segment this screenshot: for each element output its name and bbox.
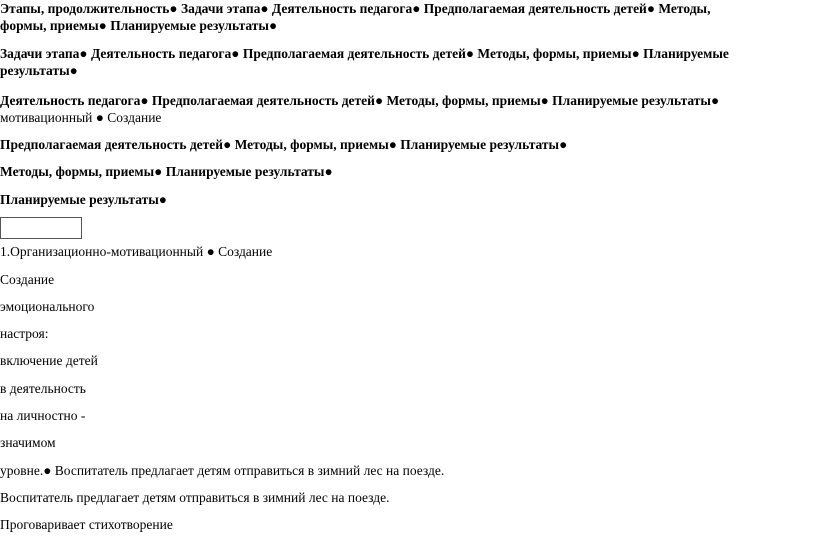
body-line: эмоционального bbox=[0, 299, 95, 314]
body-line: уровне.● Воспитатель предлагает детям отправиться в зимний лес на поезде. bbox=[0, 463, 445, 478]
header-row-3-regular: мотивационный ● Создание bbox=[0, 110, 162, 125]
stage-title: 1.Организационно-мотивационный ● Создание bbox=[0, 244, 273, 259]
header-row-4: Предполагаемая деятельность детей● Методы, формы, приемы● Планируемые результаты● bbox=[0, 137, 568, 152]
body-line: Создание bbox=[0, 272, 55, 287]
body-line: в деятельность bbox=[0, 381, 86, 396]
header-row-5: Методы, формы, приемы● Планируемые результаты● bbox=[0, 164, 333, 179]
header-row-6: Планируемые результаты● bbox=[0, 192, 167, 207]
header-row-3-bold: Деятельность педагога● Предполагаемая деятельность детей● Методы, формы, приемы● Планируемые результаты● bbox=[0, 93, 720, 108]
body-line: Проговаривает стихотворение bbox=[0, 517, 173, 532]
body-line: на личностно - bbox=[0, 408, 86, 423]
body-line: значимом bbox=[0, 435, 56, 450]
body-line: Воспитатель предлагает детям отправиться в зимний лес на поезде. bbox=[0, 490, 390, 505]
body-line: включение детей bbox=[0, 353, 98, 368]
empty-cell-box bbox=[0, 217, 82, 239]
body-line: настроя: bbox=[0, 326, 49, 341]
header-row-2: Задачи этапа● Деятельность педагога● Предполагаемая деятельность детей● Методы, формы, приемы● Планируемые результаты● bbox=[0, 46, 729, 78]
header-row-1: Этапы, продолжительность● Задачи этапа● Деятельность педагога● Предполагаемая деятельность детей● Методы, формы, приемы● Планируемые результаты● bbox=[0, 1, 711, 33]
